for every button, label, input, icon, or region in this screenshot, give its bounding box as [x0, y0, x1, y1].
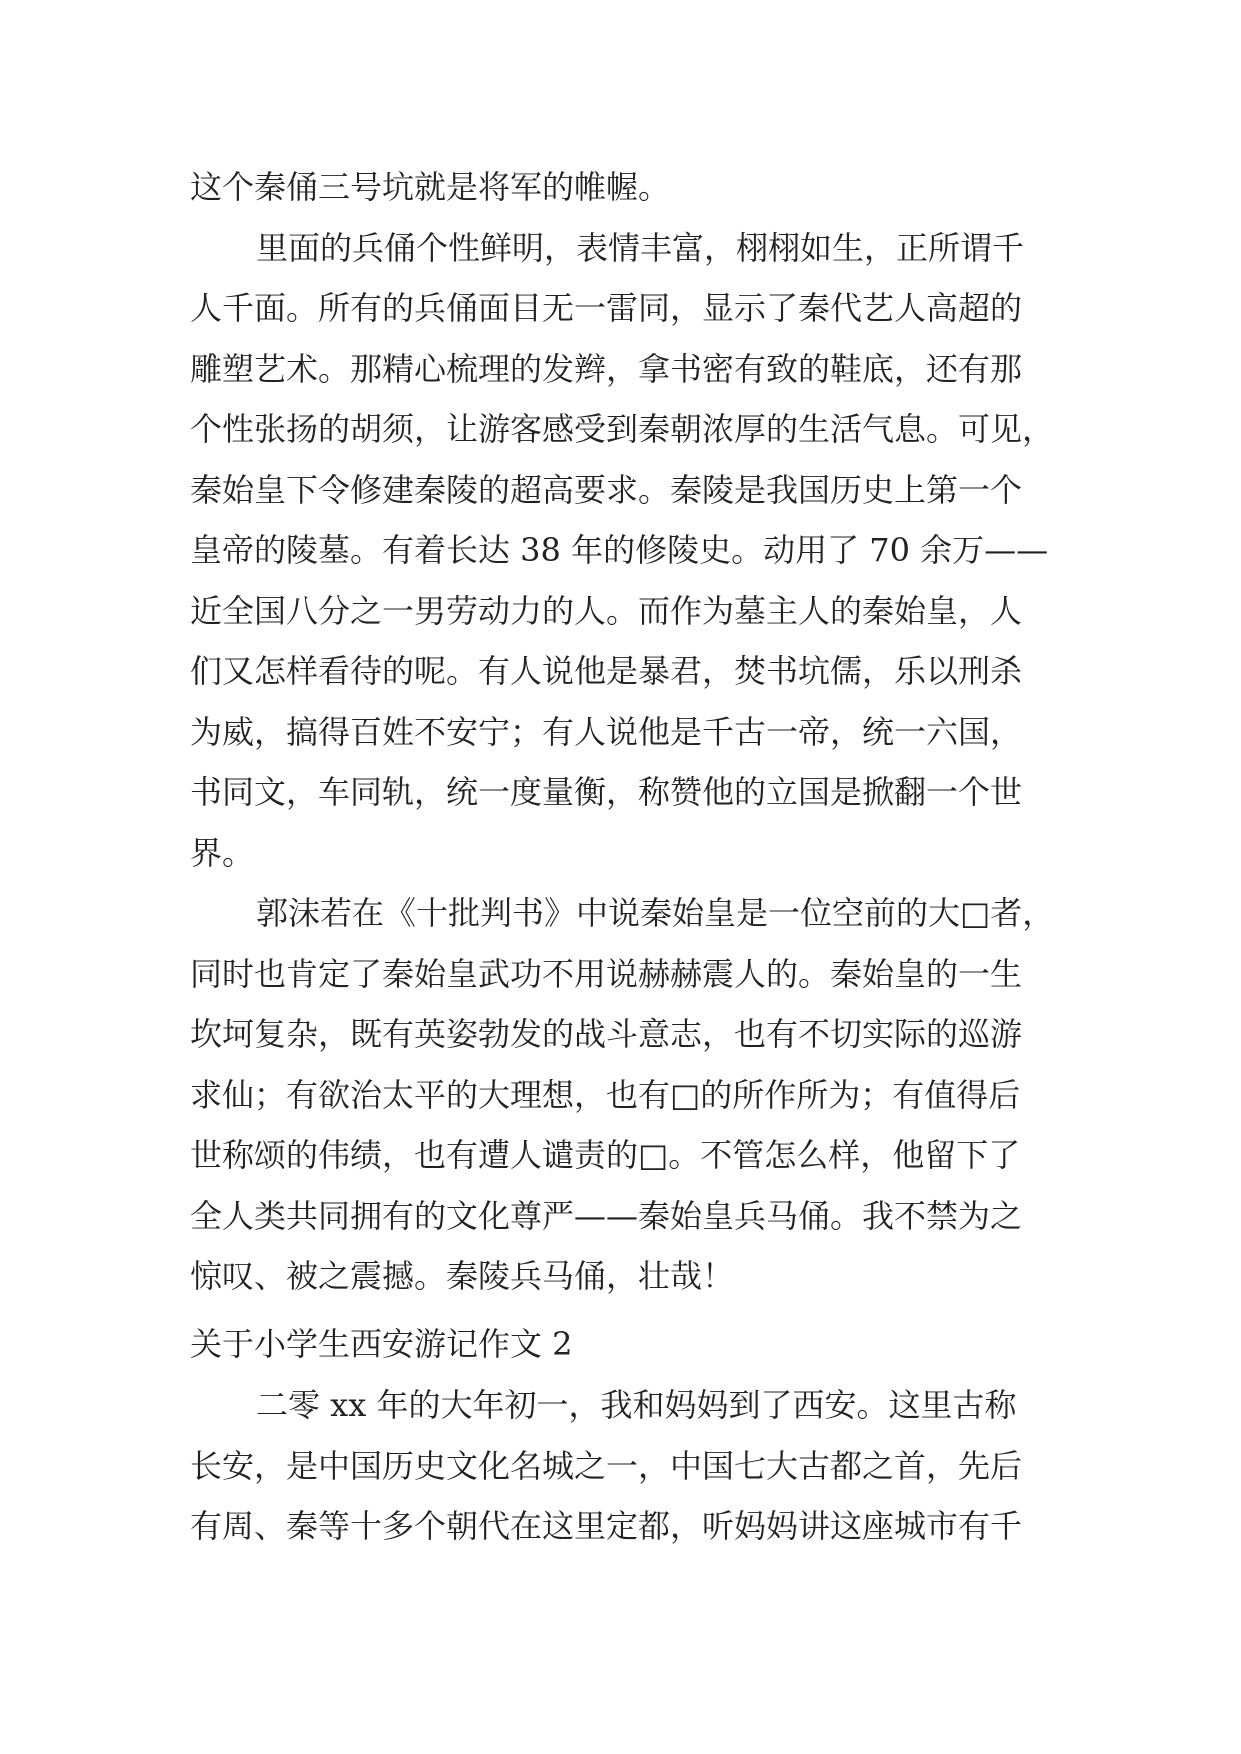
text-block-2: [190, 1375, 1065, 1557]
text-line: 雕塑艺术。那精心梳理的发辫，拿书密有致的鞋底，还有那: [190, 349, 1023, 388]
text-line: 为威，搞得百姓不安宁；有人说他是千古一帝，统一六国，: [190, 712, 1023, 751]
text-line: 坎坷复杂，既有英姿勃发的战斗意志，也有不切实际的巡游: [190, 1015, 1023, 1053]
text-line: 长安，是中国历史文化名城之一，中国七大古都之首，先后: [190, 1446, 1023, 1485]
text-line: 求仙；有欲治太平的大理想，也有□的所作所为；有值得后: [190, 1075, 1021, 1114]
paragraph-start-line: 郭沫若在《十批判书》中说秦始皇是一位空前的大□者，: [256, 894, 1055, 932]
text-line: 们又怎样看待的呢。有人说他是暴君，焚书坑儒，乐以刑杀: [190, 652, 1023, 690]
text-line: 人千面。所有的兵俑面目无一雷同，显示了秦代艺人高超的: [190, 289, 1023, 327]
text-line: 界。: [190, 833, 255, 872]
text-line: 书同文，车同轨，统一度量衡，称赞他的立国是掀翻一个世: [190, 773, 1023, 811]
text-line: 同时也肯定了秦始皇武功不用说赫赫震人的。秦始皇的一生: [190, 954, 1023, 993]
text-block-1: [190, 157, 1065, 1307]
section-heading: 关于小学生西安游记作文 2: [190, 1325, 573, 1363]
text-line: 这个秦俑三号坑就是将军的帷幄。: [190, 168, 671, 206]
text-line: 世称颂的伟绩，也有遭人谴责的□。不管怎么样，他留下了: [190, 1136, 1021, 1174]
paragraph-start-line: 里面的兵俑个性鲜明，表情丰富，栩栩如生，正所谓千: [256, 228, 1025, 267]
text-line: 皇帝的陵墓。有着长达 38 年的修陵史。动用了 70 余万——: [190, 531, 1049, 569]
text-line: 个性张扬的胡须，让游客感受到秦朝浓厚的生活气息。可见，: [190, 410, 1055, 448]
text-line: 惊叹、被之震撼。秦陵兵马俑，壮哉！: [190, 1257, 735, 1295]
paragraph-start-line: 二零 xx 年的大年初一，我和妈妈到了西安。这里古称: [256, 1386, 1017, 1424]
text-line: 有周、秦等十多个朝代在这里定都，听妈妈讲这座城市有千: [190, 1507, 1023, 1545]
text-line: 秦始皇下令修建秦陵的超高要求。秦陵是我国历史上第一个: [190, 470, 1023, 509]
text-line: 近全国八分之一男劳动力的人。而作为墓主人的秦始皇，人: [190, 591, 1023, 630]
text-line: 全人类共同拥有的文化尊严——秦始皇兵马俑。我不禁为之: [190, 1196, 1023, 1235]
